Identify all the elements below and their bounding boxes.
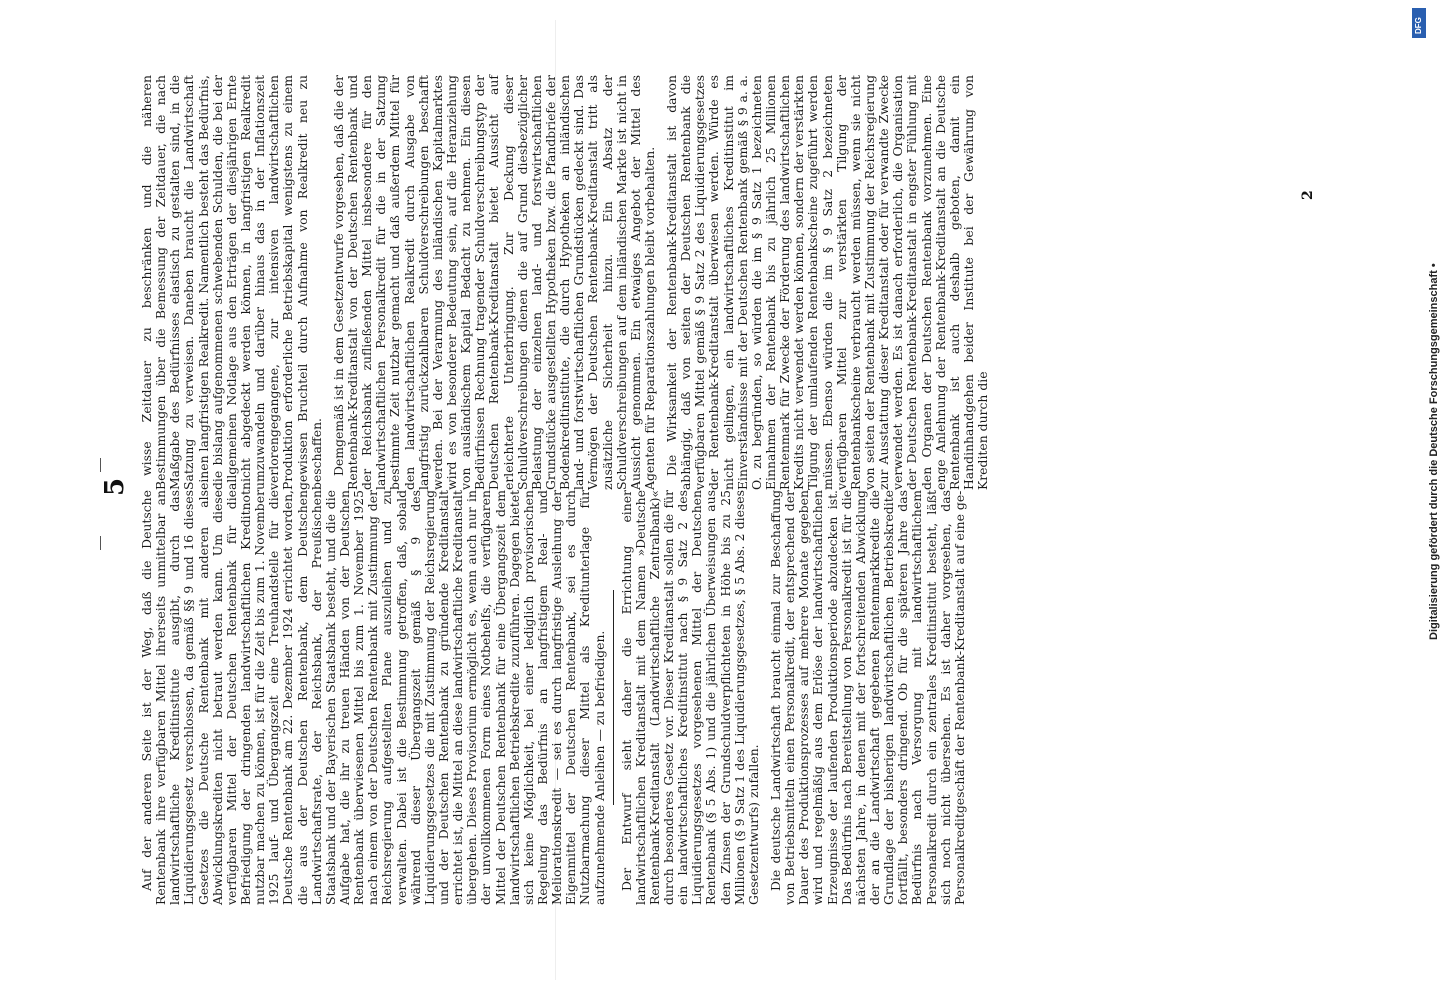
page-number: 5: [100, 477, 130, 496]
paragraph: Demgemäß ist in dem Gesetzentwurfe vorgesehen, daß die der Rentenbank-Kreditanstalt von der Deutschen Rentenbank und der Reichsbank zufließenden Mittel insbesondere für den landwirtschaftlichen Personalkredit für die in der Satzung bestimmte Zeit nutzbar gemacht und daß außerdem Mittel für den landwirtschaftlichen Realkredit durch Ausgabe von langfristig zurückzahlbaren Schuldverschreibungen beschafft werden. Bei der Verarmung des inländischen Kapitalmarktes wird es von besonderer Bedeutung sein, auf die Heranziehung von ausländischem Kapital Bedacht zu nehmen. Ein diesen Bedürfnissen Rechnung tragender Schuldverschreibungstyp der Deutschen Rentenbank-Kreditanstalt bietet Aussicht auf erleichterte Unterbringung. Zur Deckung dieser Schuldverschreibungen dienen die auf Grund diesbezüglicher Belastung der einzelnen land- und forstwirtschaftlichen Grundstücke ausgestellten Hypotheken bzw. die Pfandbriefe der Bodenkreditinstitute, die durch Hypotheken an inländischen land- und forstwirtschaftlichen Grundstücken gedeckt sind. Das Vermögen der Deutschen Rentenbank-Kreditanstalt tritt als zusätzliche Sicherheit hinzu. Ein Absatz der Schuldverschreibungen auf dem inländischen Markte ist nicht in Aussicht genommen. Ein etwaiges Angebot der Mittel des Agenten für Reparationszahlungen bleibt vorbehalten.: [330, 75, 657, 490]
signature-mark: 2: [1300, 190, 1316, 200]
digitization-credit: Digitalisierung gefördert durch die Deutsche Forschungsgemeinschaft •: [1428, 263, 1440, 640]
page-number-dash-left: [100, 536, 101, 550]
text-column-right: [140, 75, 990, 490]
paragraph: Die deutsche Landwirtschaft braucht einmal zur Beschaffung von Betriebsmitteln einen Personalkredit, der entsprechend der Dauer des Produktionsprozesses auf mehrere Monate gegeben wird und regelmäßig aus dem Erlöse der landwirtschaftlichen Erzeugnisse der laufenden Produktionsperiode abzudecken ist. Das Bedürfnis nach Bereitstellung von Personalkredit ist für die nächsten Jahre, in denen mit der fortschreitenden Abwicklung der an die Landwirtschaft gegebenen Rentenmarkkredite die Grundlage der bisherigen landwirtschaftlichen Betriebskredite fortfällt, besonders dringend. Ob für die späteren Jahre das Bedürfnis nach Versorgung mit landwirtschaftlichem Personalkredit durch ein zentrales Kreditinstitut besteht, läßt sich noch nicht übersehen. Es ist daher vorgesehen, das Personalkreditgeschäft der Rentenbank-Kreditanstalt auf eine ge-: [768, 490, 967, 905]
paragraph: wisse Zeitdauer zu beschränken und die näheren Bestimmungen über die Bemessung der Zeitdauer, die nach Maßgabe des Bedürfnisses elastisch zu gestalten sind, in die Satzung zu verweisen. Daneben braucht die Landwirtschaft einen langfristigen Realkredit. Namentlich besteht das Bedürfnis, die bislang aufgenommenen schwebenden Schulden, die bei der allgemeinen Notlage aus den Erträgen der diesjährigen Ernte nicht abgedeckt werden können, in langfristigen Realkredit umzuwandeln und darüber hinaus das in der Inflationszeit verlorengegangene, zur intensiven landwirtschaftlichen Produktion erforderliche Betriebskapital wenigstens zu einem gewissen Bruchteil durch Aufnahme von Realkredit neu zu beschaffen.: [139, 75, 324, 490]
paragraph: Die Wirksamkeit der Rentenbank-Kreditanstalt ist davon abhängig, daß von seiten der Deutschen Rentenbank die verfügbaren Mittel gemäß § 9 Satz 2 des Liquidierungsgesetzes der Rentenbank-Kreditanstalt überwiesen werden. Würde es nicht gelingen, ein landwirtschaftliches Kreditinstitut im Einverständnisse mit der Deutschen Rentenbank gemäß § 9 a. a. O. zu begründen, so würden die im § 9 Satz 1 bezeichneten Einnahmen der Rentenbank bis zu jährlich 25 Millionen Rentenmark für Zwecke der Förderung des landwirtschaftlichen Kredits nicht verwendet werden können, sondern der verstärkten Tilgung der umlaufenden Rentenbankscheine zugeführt werden müssen. Ebenso würden die im § 9 Satz 2 bezeichneten verfügbaren Mittel zur verstärkten Tilgung der Rentenbankscheine verbraucht werden müssen, wenn sie nicht von seiten der Rentenbank mit Zustimmung der Reichsregierung zur Ausstattung dieser Kreditanstalt oder für verwandte Zwecke verwendet werden. Es ist danach erforderlich, die Organisation der Deutschen Rentenbank-Kreditanstalt in engster Fühlung mit den Organen der Deutschen Rentenbank vorzunehmen. Eine enge Anlehnung der Rentenbank-Kreditanstalt an die Deutsche Rentenbank ist auch deshalb geboten, damit ein Handinhandgehen beider Institute bei der Gewährung von Krediten durch die: [664, 75, 991, 490]
section-divider: [613, 590, 614, 806]
paragraph: Der Entwurf sieht daher die Errichtung einer landwirtschaftlichen Kreditanstalt mit dem Namen »Deutsche Rentenbank-Kreditanstalt (Landwirtschaftliche Zentralbank)« durch besonderes Gesetz vor. Dieser Kreditanstalt sollen die für ein landwirtschaftliches Kreditinstitut nach § 9 Satz 2 des Liquidierungsgesetzes vorgesehenen Mittel der Deutschen Rentenbank (§ 5 Abs. 1) und die jährlichen Überweisungen aus den Zinsen der Grundschuldverpflichteten in Höhe bis zu 25 Millionen (§ 9 Satz 1 des Liquidierungsgesetzes, § 5 Abs. 2 dieses Gesetzentwurfs) zufallen.: [618, 490, 761, 905]
dfg-logo: DFG: [1412, 8, 1426, 38]
paragraph: Auf der anderen Seite ist der Weg, daß die Deutsche Rentenbank ihre verfügbaren Mittel ihrerseits unmittelbar an landwirtschaftliche Kreditinstitute ausgibt, durch das Liquidierungsgesetz verschlossen, da gemäß §§ 9 und 16 dieses Gesetzes die Deutsche Rentenbank mit anderen als Abwicklungskrediten nicht betraut werden kann. Um diese verfügbaren Mittel der Deutschen Rentenbank für die Befriedigung der dringenden landwirtschaftlichen Kreditnot nutzbar machen zu können, ist für die Zeit bis zum 1. November 1925 lauf- und Übergangszeit eine Treuhandstelle für die Deutsche Rentenbank am 22. Dezember 1924 errichtet worden, die aus der Deutschen Rentenbank, dem Deutschen Landwirtschaftsrate, der Reichsbank, der Preußischen Staatsbank und der Bayerischen Staatsbank besteht, und die die Aufgabe hat, die ihr zu treuen Händen von der Deutschen Rentenbank überwiesenen Mittel bis zum 1. November 1925 nach einem von der Deutschen Rentenbank mit Zustimmung der Reichsregierung aufgestellten Plane auszuleihen und zu verwalten. Dabei ist die Bestimmung getroffen, daß, sobald während dieser Übergangszeit gemäß § 9 des Liquidierungsgesetzes die mit Zustimmung der Reichsregierung und der Deutschen Rentenbank zu gründende Kreditanstalt errichtet ist, die Mittel an diese landwirtschaftliche Kreditanstalt übergehen. Dieses Provisorium ermöglicht es, wenn auch nur in der unvollkommenen Form eines Notbehelfs, die verfügbaren Mittel der Deutschen Rentenbank für eine Übergangszeit dem landwirtschaftlichen Betriebskredite zuzuführen. Dagegen bietet sich keine Möglichkeit, bei einer lediglich provisorischen Regelung das Bedürfnis an langfristigem Real- und Meliorationskredit — sei es durch langfristige Ausleihung der Eigenmittel der Deutschen Rentenbank, sei es durch Nutzbarmachung dieser Mittel als Kreditunterlage für aufzunehmende Anleihen — zu befriedigen.: [139, 490, 607, 905]
page-number-dash-right: [100, 458, 101, 472]
